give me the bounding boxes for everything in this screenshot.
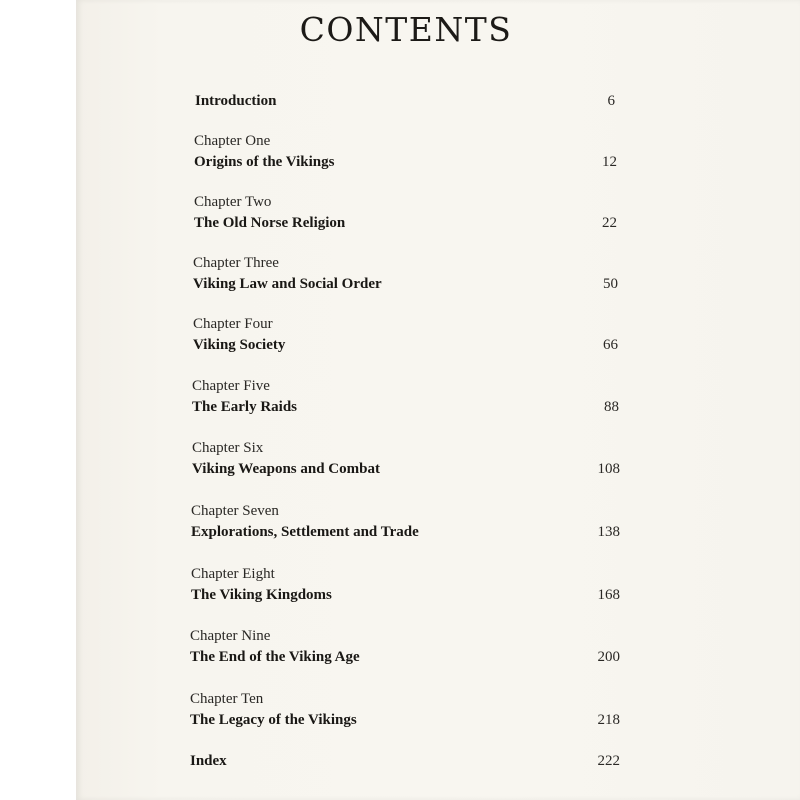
toc-entry-page: 168 — [597, 587, 620, 603]
toc-entry-chapter-two — [194, 194, 617, 238]
toc-entry-title: Viking Law and Social Order — [193, 276, 382, 292]
toc-entry-chapter-one — [194, 133, 617, 177]
toc-entry-title: Viking Society — [193, 337, 286, 353]
toc-entry-title: Index — [190, 753, 227, 769]
toc-entry-page: 108 — [597, 461, 620, 477]
toc-entry-page: 6 — [607, 93, 615, 109]
toc-entry-title: Explorations, Settlement and Trade — [191, 524, 419, 540]
toc-entry-title: Introduction — [195, 93, 277, 109]
toc-entry-chapter-four — [193, 316, 618, 360]
toc-entry-page: 88 — [604, 399, 619, 415]
toc-entry-chapter-eight — [191, 566, 620, 610]
toc-entry-page: 218 — [597, 712, 620, 728]
toc-entry-title: The Legacy of the Vikings — [190, 712, 357, 728]
toc-entry-page: 200 — [597, 649, 620, 665]
toc-entry-chapter-label: Chapter Six — [192, 440, 264, 456]
toc-entry-chapter-nine — [190, 628, 620, 672]
toc-entry-page: 222 — [597, 753, 620, 769]
toc-entry-title: Viking Weapons and Combat — [192, 461, 380, 477]
toc-entry-title: The Early Raids — [192, 399, 298, 415]
toc-entry-page: 66 — [603, 337, 618, 353]
toc-entry-introduction — [195, 93, 615, 137]
toc-entry-chapter-three — [193, 255, 618, 299]
toc-entry-chapter-label: Chapter Four — [193, 316, 273, 332]
toc-entry-chapter-seven — [191, 503, 620, 547]
toc-entry-page: 22 — [602, 215, 617, 231]
toc-entry-chapter-label: Chapter Seven — [191, 503, 279, 519]
toc-entry-title: The Viking Kingdoms — [191, 587, 332, 603]
toc-entry-chapter-label: Chapter One — [194, 133, 271, 149]
toc-entry-chapter-ten — [190, 691, 620, 735]
toc-entry-chapter-label: Chapter Ten — [190, 691, 264, 707]
toc-entry-chapter-label: Chapter Five — [192, 378, 270, 394]
toc-entry-title: Origins of the Vikings — [194, 154, 335, 170]
toc-entry-page: 50 — [603, 276, 618, 292]
toc-entry-chapter-label: Chapter Eight — [191, 566, 275, 582]
toc-entry-index — [190, 753, 620, 797]
toc-entry-page: 138 — [597, 524, 620, 540]
toc-entry-chapter-six — [192, 440, 620, 484]
toc-entry-chapter-label: Chapter Nine — [190, 628, 271, 644]
page-title: CONTENTS — [299, 10, 513, 49]
toc-entry-chapter-five — [192, 378, 619, 422]
toc-entry-page: 12 — [602, 154, 617, 170]
toc-entry-title: The Old Norse Religion — [194, 215, 346, 231]
toc-entry-chapter-label: Chapter Three — [193, 255, 279, 271]
toc-entry-title: The End of the Viking Age — [190, 649, 360, 665]
toc-entry-chapter-label: Chapter Two — [194, 194, 272, 210]
